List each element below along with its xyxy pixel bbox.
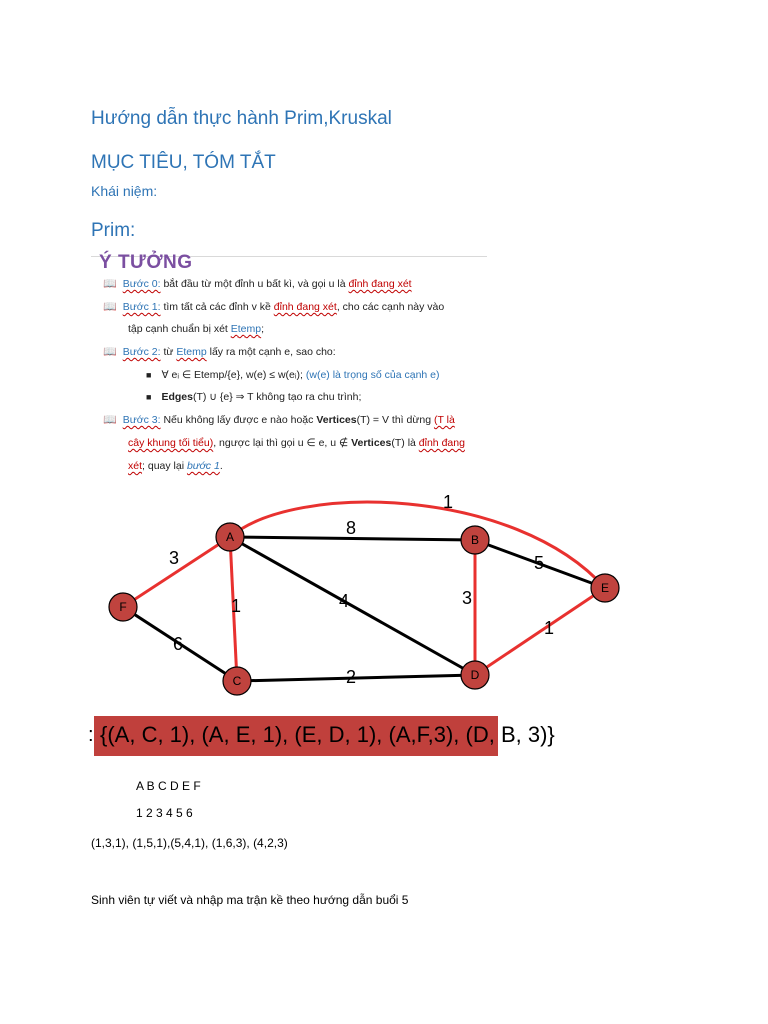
step-0-highlight: đỉnh đang xét [348,278,412,290]
edge-weight-a-d: 4 [338,591,350,611]
vertex-letters: A B C D E F [136,779,201,793]
step-2-line [103,345,336,359]
step-3-line [103,413,455,427]
edge-weight-a-f: 3 [168,548,180,568]
step-1-line [103,300,444,314]
step-3-line3-red: xét [128,460,143,472]
edge-weight-a-b: 8 [345,518,357,538]
edge-weight-a-e: 1 [442,492,454,512]
step-2-text-2: lấy ra một cạnh e, sao cho: [206,346,336,358]
step-2-bullet-2 [146,390,361,404]
edge-e-d [475,588,605,675]
numbered-edge-list: (1,3,1), (1,5,1),(5,4,1), (1,6,3), (4,2,3) [91,836,288,850]
bullet-2-bold: Edges [161,391,193,403]
step-1-highlight: đỉnh đang xét [273,301,337,313]
section-heading-objectives: MỤC TIÊU, TÓM TẮT [91,152,276,173]
node-label-f: F [119,600,127,614]
result-edge-set: {(A, C, 1), (A, E, 1), (E, D, 1), (A,F,3), (D, B, 3)} [100,722,555,747]
book-icon: 📖 [103,346,117,358]
bullet-icon: ■ [146,370,152,380]
node-label-e: E [600,581,610,595]
node-label-b: B [470,533,480,547]
step-1-label: Bước 1: [122,301,161,313]
step-3-text: Nếu không lấy được e nào hoặc [160,414,317,426]
bullet-2-text: (T) ∪ {e} ⇒ T không tạo ra chu trình; [192,391,362,403]
step-3-line3-text: ; quay lại [142,460,187,472]
edge-a-d [230,537,475,675]
step-0-label: Bước 0: [122,278,161,290]
edge-weight-e-d: 1 [543,618,555,638]
step-1-text: tìm tất cả các đỉnh v kề [160,301,274,313]
vertex-numbers: 1 2 3 4 5 6 [136,806,193,820]
step-1-text-2: , cho các cạnh này vào [336,301,445,313]
step-2-etemp: Etemp [176,346,207,358]
edge-weight-c-d: 2 [345,667,357,687]
step-3-line2-bold: Vertices [351,437,392,449]
subheading-prim: Prim: [91,220,136,241]
edge-weight-f-c: 6 [172,634,184,654]
step-2-bullet-1 [146,368,440,382]
edge-weight-b-e: 5 [533,553,545,573]
idea-title: Ý TƯỞNG [99,252,193,273]
step-3-line2-red-2: đỉnh đang [418,437,465,449]
book-icon: 📖 [103,301,117,313]
step-2-label: Bước 2: [122,346,161,358]
step-0-text: bắt đầu từ một đỉnh u bất kì, và gọi u là [160,278,349,290]
assignment-note: Sinh viên tự viết và nhập ma trận kề theo hướng dẫn buổi 5 [91,893,409,907]
step-0-line [103,277,412,291]
book-icon: 📖 [103,278,117,290]
edge-weight-a-c: 1 [230,596,242,616]
step-1-line2-end: ; [261,323,265,335]
step-3-line3-end: . [219,460,223,472]
step-3-line-2 [128,436,465,450]
node-label-c: C [232,674,242,688]
step-3-line-3 [128,459,223,473]
step-3-line2-red: cây khung tối tiểu) [128,437,214,449]
step-1-line-2 [128,322,264,336]
graph-diagram [95,492,635,702]
bullet-icon: ■ [146,392,152,402]
bullet-1-note: (w(e) là trọng số của cạnh e) [305,369,440,381]
step-3-line2-text: , ngược lại thì gọi u ∈ e, u ∉ [213,437,352,449]
step-3-text-2: (T) = V thì dừng [356,414,434,426]
edge-weight-b-d: 3 [461,588,473,608]
step-2-text: từ [160,346,177,358]
step-3-line2-text-2: (T) là [391,437,419,449]
step-1-etemp: Etemp [230,323,262,335]
document-title: Hướng dẫn thực hành Prim,Kruskal [91,108,392,129]
result-prefix: : [88,724,94,746]
subheading-concept: Khái niệm: [91,183,158,199]
book-icon: 📖 [103,414,117,426]
step-3-red: (T là [433,414,455,426]
edge-a-e [230,502,605,588]
bullet-1-text: ∀ eᵢ ∈ Etemp/{e}, w(e) ≤ w(eᵢ); [161,369,306,381]
node-label-d: D [470,668,480,682]
step-1-line2-text: tập cạnh chuẩn bị xét [128,323,231,335]
step-3-label: Bước 3: [122,414,161,426]
node-label-a: A [225,530,235,544]
step-3-bold: Vertices [316,414,357,426]
step-3-link: bước 1 [186,460,220,472]
